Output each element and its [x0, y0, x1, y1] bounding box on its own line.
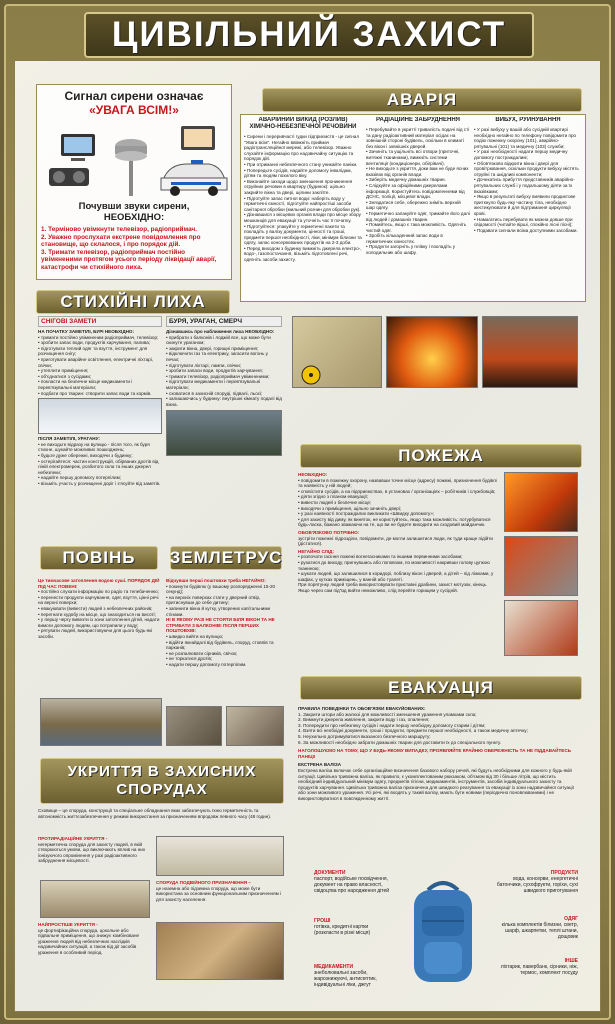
list-item: • перенести продукти харчування, одяг, взуття, цінні речі на верхні поверхи;	[38, 595, 162, 606]
list-item: • запинити вікна й кутку, утворених капітальними стінами.	[166, 606, 284, 617]
quake-banner	[170, 546, 282, 570]
quake-photo-2	[226, 706, 284, 746]
list-item: • закрити вікна, двері, горищні приміщення;	[166, 346, 282, 352]
storm-photo	[166, 410, 282, 456]
snow-sub-2: ПІСЛЯ ЗАМЕТІЛІ, УРАГАНУ:	[38, 436, 100, 442]
evacuation-banner	[300, 676, 582, 700]
list-item: • При отриманні небезпечного стану уникайте паніки.	[244, 162, 362, 168]
backpack-icon	[402, 876, 484, 988]
evacuation-section	[298, 706, 580, 866]
accident-banner	[262, 88, 582, 112]
list-item: • тримати постійно увімкненим радіоприймач, телевізор;	[38, 335, 162, 341]
fire-banner	[300, 444, 582, 468]
list-item: • підготувати теплий одяг та взуття, інструмент для розчищення снігу;	[38, 346, 162, 357]
accident-col-explosion-heading: ВИБУХ, РУЙНУВАННЯ	[495, 117, 561, 123]
kit-other-text: ліхтарик, павербанк, сірники, ніж, термос, комплект посуду	[500, 964, 578, 976]
list-item: • евакуювати (вивести) людей з небезпечних районів;	[38, 606, 162, 612]
list-item: • на верхніх поверхах стати у дверний отвір, притиснувши до себе дитину;	[166, 595, 284, 606]
siren-heading: Сигнал сирени означає	[64, 89, 204, 103]
storm-heading: БУРЯ, УРАГАН, СМЕРЧ	[166, 316, 282, 327]
kit-documents	[314, 870, 394, 894]
siren-illustration	[41, 120, 227, 198]
fire-text-3: При порятунку людей треба використовувати приставні драбини, захист мотузок, кінець. Якщо через сам під'їзд вийти неможливо, слід перейти горищем у сусідній.	[298, 582, 488, 593]
fire-photo-1	[386, 316, 478, 388]
kit-medicine-title: МЕДИКАМЕНТИ	[314, 964, 354, 970]
natural-banner-label: СТИХІЙНІ ЛИХА	[60, 292, 206, 311]
police-car-icon	[161, 160, 227, 196]
shelter-text-1: Сховище – це споруда, конструкції та спеціальне обладнання яких забезпечують їхню герметичність та автономність життєзабезпечення у режимі використання за призначенням впродовж певного часу (48 годин).	[38, 808, 272, 819]
siren-box	[36, 84, 232, 280]
kit-money	[314, 918, 394, 936]
shelter-text-4: це наземна або підземна споруда, що може бути використана за основним функціональним призначенням і для захисту населення.	[156, 885, 282, 902]
snow-list-2	[38, 442, 162, 487]
accident-col-explosion	[474, 117, 582, 300]
list-item: • Зняздатися себе, обережно зніміть верхній шар одягу.	[366, 200, 470, 211]
list-item: • постійно слухати інформацію по радіо та телебаченню;	[38, 589, 162, 595]
list-item: • Якщо в результаті вибуху виявили продиктове приткнуло будь-яку частину тіла, необхідно жестикулювати й для підтримання циркуляції крові.	[474, 194, 582, 216]
accident-col-chemical-list	[244, 134, 362, 263]
kit-food	[494, 870, 578, 894]
list-item: • Перебувайте в укритті тривалість подачі від сті та дану радіоактивний матеріал осідає на зовнішній стороні будівель, оскільки в климаті без вікон і зовнішніх дверей.	[366, 127, 470, 149]
list-item: • повідомити в пожежну охорону, назвавши точне місце (адресу) пожежі, призначення будівлі та наявність у ній людей;	[298, 478, 498, 489]
list-item: • Підготуйтеся: упакуйте у герметичні пакети та покладіть у валізу документи, цінності та гроші, предмети першої необхідності, ліки, мінімум білизни та одягу, запас консервованих продуктів на 2-3 доби.	[244, 224, 362, 246]
siren-step-2: 2. Уважно прослухати екстрене повідомлення про становище, що склалося, і про порядок дій.	[41, 233, 201, 249]
shelter-sub-4: СПОРУДА ПОДВІЙНОГО ПРИЗНАЧЕННЯ –	[156, 880, 251, 885]
backpack-illustration	[402, 876, 484, 988]
accident-col-chemical-heading: АВАРІЙНИЙ ВИКИД (РОЗЛИВ) ХІМІЧНО-НЕБЕЗПЕЧНОЇ РЕЧОВИНИ	[249, 117, 357, 130]
kit-food-title: ПРОДУКТИ	[550, 870, 578, 876]
fire-sub-3: НЕГАЙНО СЛІД:	[298, 548, 334, 554]
list-item: • відійти якнайдалі від будівель, споруд, стовпів та парканів;	[166, 640, 284, 651]
quake-sub: Відчувши перші поштовхи треба НЕГАЙНО:	[166, 578, 266, 583]
list-item: • Виконайте заходи щодо зменшення проникнення отруйних речовин в квартиру (будинок): щільно закрийте вікна та двері, щілини закліїте.	[244, 179, 362, 196]
siren-subheading-2: НЕОБХІДНО:	[103, 212, 165, 223]
list-item: • підготувати ліхтарі, лампи, свічки;	[166, 363, 282, 369]
shelter-simple	[38, 922, 150, 978]
list-item: • будьте дуже обережні, виходячи з будинку;	[38, 453, 162, 459]
evacuation-sub: ПРАВИЛА ПОВЕДІНКИ ТА ОБОВ'ЯЗКИ ЕВАКУЙОВАНИХ:	[298, 706, 426, 711]
kit-documents-title: ДОКУМЕНТИ	[314, 870, 346, 876]
hazmat-photo	[292, 316, 382, 388]
fire-banner-label: ПОЖЕЖА	[398, 446, 484, 465]
list-item: • Помийтесь, якщо є така можливість. Одягніть чистий одяг.	[366, 222, 470, 233]
shelter-photo-1	[156, 836, 284, 876]
radiation-icon	[302, 366, 320, 384]
siren-steps	[41, 226, 227, 272]
list-item: • тримати телевізор, радіоприймач увімкненими;	[166, 374, 282, 380]
shelter-banner-label: УКРИТТЯ В ЗАХИСНИХ СПОРУДАХ	[67, 763, 257, 798]
list-item: • Герметично запакуйте одяг, тримайте його далі від людей і домашніх тварин.	[366, 211, 470, 222]
snow-section	[38, 316, 162, 530]
kit-food-text: вода, консерви, енергетичні батончики, сухофрукти, горіхи, сухі швидкого приготування	[496, 876, 578, 894]
list-item: • Намагатись перебувати як можна довше при свідомості (читайте вірші, спокійно лісні пісні);	[474, 217, 582, 228]
storm-sub: Дізнавшись про наближення лиха НЕОБХІДНО:	[166, 329, 275, 334]
quake-sub-2: НІ В ЯКОМУ РАЗІ НЕ СТОЯТИ БІЛЯ ВІКОН ТА НЕ СТРИБАТИ З БАЛКОНІВ! ПІСЛЯ ПЕРШИХ ПОШТОВХІВ:	[166, 617, 275, 634]
list-item: • Слідкуйте за офіційними джерелами інформації. Користуйтесь повідомленнями від ДСНС, поліції, місцевої влади.	[366, 183, 470, 200]
list-item: • покинути будівлю (у вашому розпорядженні 15-20 секунд);	[166, 584, 284, 595]
list-item: • перегнати худобу на місце, що знаходиться на висоті;	[38, 612, 162, 618]
list-item: • Продукти загорніть у плівку і покладіть у холодильник або шафу.	[366, 244, 470, 255]
list-item: • виходячи з приміщення, щільно зачиніть двері;	[298, 506, 498, 512]
list-item: 5. Неухильно дотримуватися вказаного безпечного маршруту;	[298, 733, 431, 739]
storm-list	[166, 335, 282, 408]
flood-photo	[40, 698, 162, 746]
list-item: • для захисту від диму, як виняток, не користуйтесь, якщо така можливість: потурбуватися будь-ласка, бажано зважаючи на те, що ви не будете виходити на сходовий майданчик.	[298, 517, 498, 528]
snow-list	[38, 335, 162, 397]
list-item: • утеплити приміщення;	[38, 368, 162, 374]
accident-col-explosion-list	[474, 127, 582, 233]
list-item: • Зиберіть медичну домашніх тварин.	[366, 177, 470, 183]
list-item: • залишаючись у будинку: внутрішні кімнату подалі від вікна.	[166, 396, 282, 407]
flood-section	[38, 578, 162, 694]
list-item: • остерігайтеся: частин конструкцій, обірваних дротів від ліній електромереж, розбитого скла та інших джерел небезпеки;	[38, 459, 162, 476]
snow-sub: НА ПОЧАТКУ ЗАМЕТІЛІ, БУРІ НЕОБХІДНО:	[38, 329, 135, 334]
list-item: • Підготуйте запас питної води: наберіть воду у герметичні ємності, підготуйте найпростіші засоби санітарної обробки (мильний розчин для обробки рук).	[244, 196, 362, 213]
list-item: • прибрати з балконів і лоджій все, що може бути скинуте ураганом;	[166, 335, 282, 346]
list-item: • не розпалювати сірників, свічок;	[166, 651, 284, 657]
flood-list	[38, 589, 162, 639]
list-item: • не торкатися дротів;	[166, 656, 284, 662]
list-item: • підготувати медикаменти і перев'язувальні матеріали;	[166, 379, 282, 390]
list-item: • не виходьте відразу на вулицю - після того, як буря стихне, шукайте можливих пошкоджень;	[38, 442, 162, 453]
list-item: • Дочекатись прибуття представників аварійно-рятувальних служб і у подальшому діяти за їх вказівками;	[474, 177, 582, 194]
quake-section	[166, 578, 284, 702]
monitor-icon	[181, 126, 215, 150]
evacuation-list	[298, 712, 580, 746]
kit-clothes-text: кілька комплектів білизни, светр, шарф, шкарпетки, теплі штани, дощовик	[501, 922, 578, 940]
shelter-sub-2: ПРОТИРАДІАЦІЙНЕ УКРИТТЯ -	[38, 836, 108, 841]
list-item: • Сирени і переривчасті гудки підприємств - це сигнал "Увага всім". Негайно ввімкніть приймач радіотрансляційної мережі, або телевізор. Уважно слухайте інформацію про надзвичайну ситуацію та порядок дій.	[244, 134, 362, 162]
quake-list-2	[166, 634, 284, 668]
kit-other-title: ІНШЕ	[564, 958, 578, 964]
evacuation-banner-label: ЕВАКУАЦІЯ	[388, 678, 494, 697]
kit-text: Екстрена валіза включає себе організаційне визначення базового набору речей, які будуть необхідними для кожного у будь-якій ситуації. Цивільна тривожна валіза, як правило, є укомплектованим рюкзаком, об'ємом від 30 і більше літрів, що містить необхідний індивідуальний мінімум одягу, предметів гігієни, медикаментів, інструментів, засобів індивідуального захисту та продуктів харчування. Цивільна тривожна валіза призначена для швидкого реагування та евакуації із зони надзвичайної ситуації або зони можливого ураження. Усі речі, які входять у такий валізу, мають бути новими (періодично поновлюваними) і не використовуватися в повсякденному житті.	[298, 767, 574, 801]
storm-section	[166, 316, 282, 530]
list-item: • зробити запас води, продуктів харчування, палива;	[38, 340, 162, 346]
fire-photo-2	[482, 316, 578, 388]
fire-sub: НЕОБХІДНО:	[298, 472, 328, 477]
natural-banner	[36, 290, 230, 314]
list-item: 3. Попередити про небезпеку сусідів і надати першу необхідну допомогу старим і дітям;	[298, 722, 486, 728]
list-item: • об'єднатися з сусідами;	[38, 374, 162, 380]
list-item: • діяти згідно з планом евакуації;	[298, 494, 498, 500]
list-item: • шукати людей, що залишилися в коридорі, поблизу вікон і дверей, а дітей – під ліжками, у шафах, у кутках приміщень, у ванній або туалеті.	[298, 571, 498, 582]
accident-col-radiation	[366, 117, 470, 300]
kit-heading: ЕКСТРЕНА ВАЛІЗА	[298, 762, 342, 768]
shelter-banner	[40, 758, 284, 804]
kit-money-title: ГРОШІ	[314, 918, 331, 924]
tv-icon	[61, 134, 95, 161]
list-item: • У разі вибуху у вашій або сусідній квартирі необхідно негайно по телефону повідомити про подію пожежну охорону (101), аварійно-рятувальні (101) та медичну (103) служби;	[474, 127, 582, 149]
kit-clothes	[494, 916, 578, 940]
flood-banner	[40, 546, 158, 570]
list-item: • Не виходьте з укриття, доки вам не буде ясних вказівок від органів влади.	[366, 166, 470, 177]
quake-list	[166, 584, 284, 618]
kit-medicine	[314, 964, 394, 988]
list-item: • Дізнавшися з місцевих органів влади про місце збору мешканців для евакуації та уточніть час її початку.	[244, 212, 362, 223]
list-item: • відключити газ та електрику, загасити вогонь у печах;	[166, 351, 282, 362]
quake-banner-label: ЗЕМЛЕТРУС	[169, 548, 283, 567]
list-item: • вивести людей з безпечне місце;	[298, 500, 498, 506]
list-item: • у першу чергу вивезти із зони затоплення дітей, надати вимоги допомогу людям, що потрапили у воду;	[38, 617, 162, 628]
list-item: • Попередьте сусідів, надайте допомогу інвалідам, дітям та людям похилого віку.	[244, 168, 362, 179]
list-item: • сповістити сусідів, а на підприємствах, в установах / організаціях – робітників і службовців;	[298, 489, 498, 495]
list-item: 6. За можливості необхідно забрати домашніх тварин для доставити їх до спеціального пункту.	[298, 739, 502, 745]
list-item: • у разі наявності постраждалих викликати «Швидку допомогу»;	[298, 511, 498, 517]
list-item: • візьміть участь у розчищенні доріг і з'ясуйте від заметів.	[38, 481, 162, 487]
shelter-photo-2	[40, 880, 150, 918]
list-item: • приготувати аварійне освітлення, електричні ліхтарі, свічки;	[38, 357, 162, 368]
list-item: • надайте першу допомогу потерпілим;	[38, 475, 162, 481]
list-item: • Зробіть кількаденний запас води в герметичних ємностях.	[366, 233, 470, 244]
list-item: • рятувати людей, використовуючи для цього будь-які засоби.	[38, 628, 162, 639]
shelter-dual	[156, 880, 284, 918]
fire-photo-5	[504, 600, 578, 656]
fire-list-3	[298, 554, 498, 582]
list-item: • Перед виходом з будинку вимкніть джерела електро-, водо-, газопостачання, візьміть підготовлені речі, одягніть засоби захисту.	[244, 246, 362, 263]
fire-photo-4	[504, 536, 578, 596]
list-item: 4. Взяти всі необхідні документи, гроші і продукти, предмети першої необхідності, а також медичну аптечку;	[298, 728, 528, 734]
snow-heading: СНІГОВІ ЗАМЕТИ	[38, 316, 162, 327]
quake-photo-1	[166, 706, 222, 746]
poster-title-bar	[84, 12, 534, 58]
snow-photo	[38, 398, 162, 434]
list-item: • швидко вийти на вулицю;	[166, 634, 284, 640]
list-item: • розпочати гасіння пожежі вогнегасниками та іншими первинними засобами;	[298, 554, 498, 560]
radio-icon	[49, 168, 89, 186]
fire-text-2: зустріти пожежні підрозділи, повідомити, де могли залишитися люди, як туди краще підійти (дістатися).	[298, 535, 493, 547]
siren-step-1: 1. Терміново увімкнути телевізор, радіоприймач.	[41, 226, 197, 233]
list-item: • Обов'язково відкрити вікна і двері для провітрювання, оскільки продукти вибуху містять отруйні та шкідливі компоненти;	[474, 161, 582, 178]
fire-section	[298, 472, 498, 656]
list-item: • рухатися до виходу, пригнувшись або поповзом, по можливості накривши голову цупкою тканиною;	[298, 560, 498, 571]
list-item: • надати першу допомогу потерпілим.	[166, 662, 284, 668]
siren-heading-alert: «УВАГА ВСІМ!»	[89, 103, 179, 117]
flood-sub: Це тимчасове затоплення водою суші. ПОРЯДОК ДІЙ ПІД ЧАС ПОВЕНІ:	[38, 578, 160, 589]
kit-documents-text: паспорт, водійське посвідчення, документ на право власності, свідоцтва про народження дітей	[314, 876, 390, 894]
accident-banner-label: АВАРІЯ	[386, 90, 458, 109]
kit-money-text: готівка, кредитні картки (розкласти в різні місця)	[314, 924, 371, 936]
kit-other	[494, 958, 578, 976]
list-item: • подбати про тварин: створити запас води та кормів.	[38, 391, 162, 397]
siren-icon	[115, 139, 147, 196]
list-item: • покласти на безпечне місце медикаменти і перев'язувальні матеріали;	[38, 379, 162, 390]
poster-title: ЦИВІЛЬНИЙ ЗАХИСТ	[111, 15, 507, 54]
accident-col-radiation-list	[366, 127, 470, 256]
accident-col-chemical	[244, 117, 362, 300]
accident-col-radiation-heading: РАДІАЦІЙНЕ ЗАБРУДНЕННЯ	[375, 117, 460, 123]
list-item: • Подавати сигнали всіма доступними засобами.	[474, 228, 582, 234]
siren-step-3: 3. Тримати телевізор, радіоприймач постійно увімкненими протягом усього періоду ліквідації аварії, катастрофи чи стихійного лиха.	[41, 248, 217, 271]
shelter-text-3: це фортифікаційна споруда, цокольне або підвальне приміщення, що знижує комбіноване ураження людей від небезпечних наслідків надзвичайних ситуацій, а також від дії засобів ураження в особливий період.	[38, 927, 140, 955]
evacuation-warning: НАГОЛОШУЄМО НА ТОМУ, ЩО У БУДЬ-ЯКОМУ ВИПАДКУ, ПРОЯВЛЯЙТЕ КРАЙНЮ ОБЕРЕЖНІСТЬ ТА НЕ ПІДДАВАЙТЕСЬ ПАНІЦІ!	[298, 748, 571, 759]
list-item: 1. Закрити штори або жалюзі для можливості зменшення ураження уламками скла;	[298, 711, 477, 717]
siren-subheading: Почувши звуки сирени,	[78, 201, 190, 212]
flood-banner-label: ПОВІНЬ	[62, 548, 136, 567]
list-item: • Зачиніть та ущільніть всі отвори (приточні, витяжні тканинами), вимкніть системи вентиляції (кондиціонери, обігрівачі).	[366, 149, 470, 166]
list-item: • зробити запаси води, продуктів харчування;	[166, 368, 282, 374]
list-item: • У разі необхідності надати першу медичну допомогу постраждалим;	[474, 149, 582, 160]
shelter-photo-3	[156, 922, 284, 980]
shelter-text-2: негерметична споруда для захисту людей, в якій створюються умови, що виключають вплив на них іонізуючого опромінення у разі радіоактивного забруднення місцевості.	[38, 841, 146, 864]
fire-list	[298, 478, 498, 528]
kit-medicine-text: знеболювальні засоби, жарознижуючі, антисептик, індивідуальні ліки, джгут	[314, 970, 377, 988]
kit-clothes-title: ОДЯГ	[564, 916, 578, 922]
fire-sub-2: ОБОВ'ЯЗКОВО ПОТРІБНО:	[298, 529, 360, 535]
shelter-sub-3: НАЙПРОСТІШЕ УКРИТТЯ -	[38, 922, 98, 927]
list-item: 2. Вимкнути джерела живлення, закрити воду і газ, опалення;	[298, 717, 430, 723]
fire-photo-3	[504, 472, 578, 532]
list-item: • сховатися в захисній споруді, підвалі, льосі;	[166, 391, 282, 397]
